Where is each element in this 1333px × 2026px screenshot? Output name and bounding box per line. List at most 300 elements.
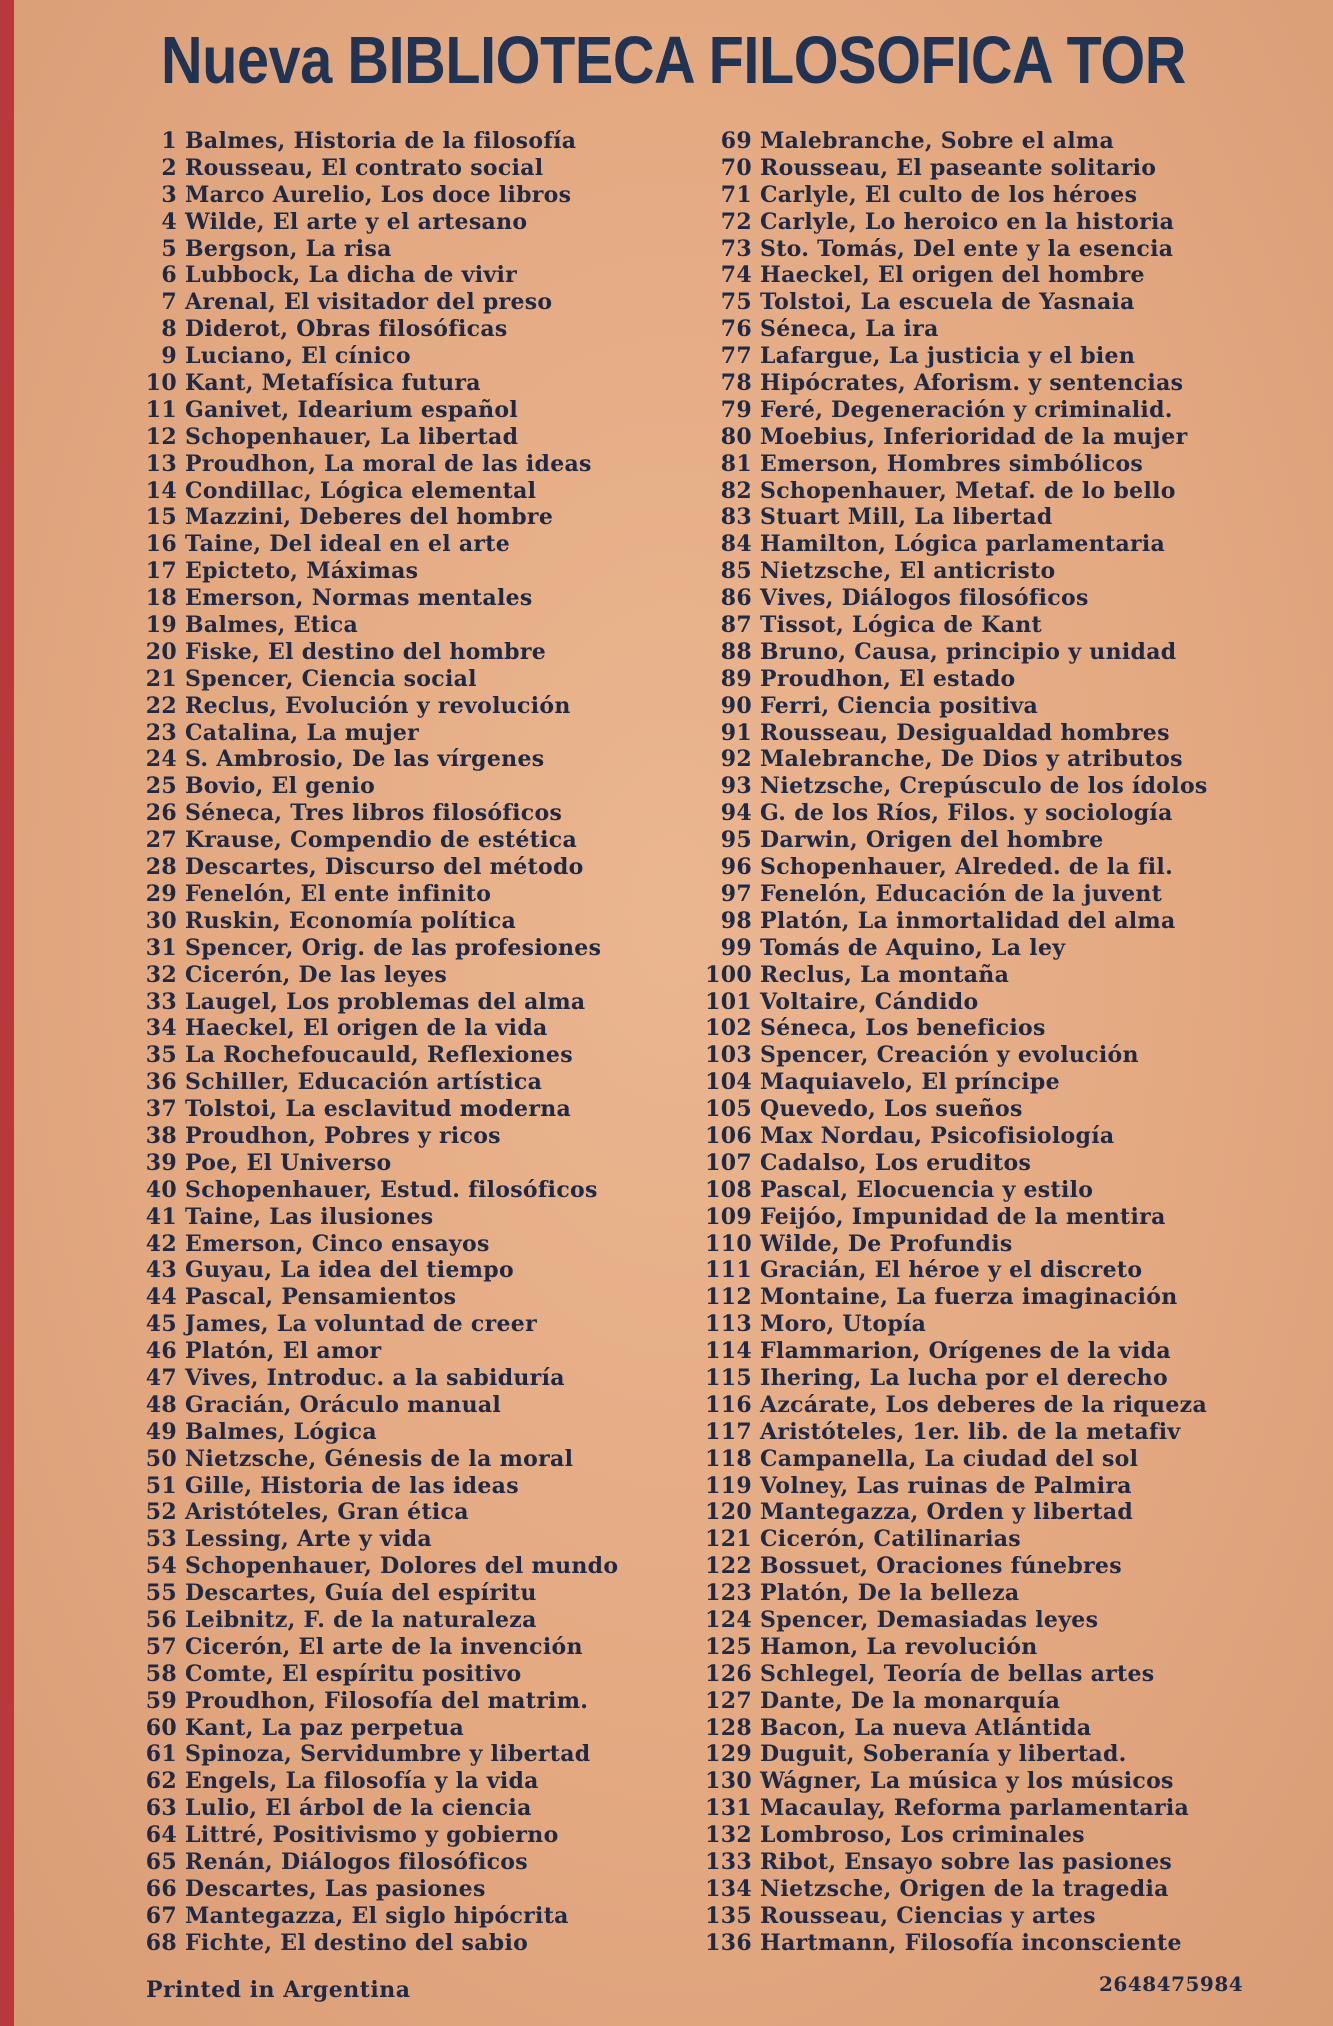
catalog-entry [702, 1930, 1247, 1957]
catalog-entry [139, 935, 669, 962]
entry-title: Leibnitz, F. de la naturaleza [185, 1606, 537, 1633]
catalog-entry [139, 1715, 669, 1742]
entry-title: James, La voluntad de creer [185, 1311, 538, 1338]
entry-title: Kant, Metafísica futura [185, 370, 481, 397]
catalog-entry [702, 1741, 1247, 1768]
page-title: Nueva BIBLIOTECA FILOSOFICA TOR [161, 23, 1186, 98]
entry-number: 5 [161, 235, 177, 262]
entry-title: Rousseau, El paseante solitario [760, 154, 1157, 181]
catalog-entry [702, 182, 1247, 209]
entry-title: Cicerón, El arte de la invención [185, 1633, 583, 1660]
entry-number: 123 [705, 1580, 752, 1607]
catalog-entry [702, 585, 1247, 612]
entry-number: 84 [720, 531, 752, 558]
entry-number: 25 [145, 773, 177, 800]
catalog-entry [702, 343, 1247, 370]
entry-number: 50 [145, 1445, 177, 1472]
entry-number: 35 [145, 1042, 177, 1069]
catalog-entry [139, 1930, 669, 1957]
catalog-entry [139, 1822, 669, 1849]
entry-title: Hamilton, Lógica parlamentaria [760, 531, 1166, 558]
entry-title: Balmes, Historia de la filosofía [185, 128, 577, 154]
entry-number: 23 [145, 719, 177, 746]
entry-number: 82 [720, 477, 752, 504]
catalog-entry [139, 1392, 669, 1419]
entry-number: 4 [161, 208, 177, 235]
entry-title: La Rochefoucauld, Reflexiones [185, 1042, 573, 1069]
printed-in-note: Printed in Argentina [146, 1977, 411, 2003]
catalog-entry [702, 1257, 1247, 1284]
entry-number: 29 [145, 880, 177, 907]
entry-title: Hamon, La revolución [760, 1633, 1038, 1660]
entry-title: Aristóteles, Gran ética [185, 1499, 469, 1526]
entry-title: Marco Aurelio, Los doce libros [185, 181, 572, 208]
entry-number: 88 [720, 638, 752, 665]
entry-title: Kant, La paz perpetua [185, 1714, 465, 1741]
entry-number: 36 [145, 1069, 177, 1096]
entry-title: Schlegel, Teoría de bellas artes [760, 1660, 1155, 1687]
catalog-entry [702, 639, 1247, 666]
entry-title: Platón, De la belleza [760, 1580, 1020, 1607]
catalog-entry [702, 800, 1247, 827]
entry-title: Darwin, Origen del hombre [760, 827, 1104, 854]
entry-title: Fenelón, El ente infinito [185, 880, 492, 907]
entry-number: 3 [161, 181, 177, 208]
entry-number: 47 [145, 1364, 177, 1391]
catalog-entry [139, 262, 669, 289]
entry-title: Wilde, El arte y el artesano [185, 208, 528, 235]
entry-number: 64 [145, 1822, 177, 1849]
catalog-entry [702, 1768, 1247, 1795]
catalog-entry [702, 424, 1247, 451]
entry-number: 118 [705, 1445, 752, 1472]
entry-number: 67 [145, 1902, 177, 1929]
entry-title: Cadalso, Los eruditos [760, 1149, 1032, 1176]
entry-number: 2 [161, 154, 177, 181]
entry-title: Feré, Degeneración y criminalid. [760, 396, 1173, 423]
entry-number: 17 [145, 558, 177, 585]
entry-title: Macaulay, Reforma parlamentaria [760, 1795, 1190, 1822]
entry-title: Balmes, Lógica [185, 1418, 377, 1445]
entry-title: Luciano, El cínico [185, 343, 411, 370]
catalog-entry [139, 1150, 669, 1177]
entry-title: Comte, El espíritu positivo [185, 1660, 522, 1687]
entry-title: Rousseau, Desigualdad hombres [760, 719, 1170, 746]
catalog-entry [702, 1284, 1247, 1311]
entry-number: 129 [705, 1741, 752, 1768]
catalog-entry [139, 531, 669, 558]
entry-title: Spinoza, Servidumbre y libertad [185, 1741, 591, 1768]
entry-number: 11 [145, 396, 177, 423]
entry-title: Sto. Tomás, Del ente y la esencia [760, 235, 1174, 262]
catalog-entry [702, 1150, 1247, 1177]
entry-title: Descartes, Guía del espíritu [185, 1580, 537, 1607]
catalog-entry [139, 1876, 669, 1903]
entry-title: Fichte, El destino del sabio [185, 1929, 529, 1956]
entry-title: Proudhon, Pobres y ricos [185, 1122, 501, 1149]
catalog-entry [139, 1257, 669, 1284]
entry-number: 113 [705, 1311, 752, 1338]
catalog-entry [702, 1607, 1247, 1634]
entry-number: 15 [145, 504, 177, 531]
catalog-entry [702, 666, 1247, 693]
entry-title: Emerson, Hombres simbólicos [760, 450, 1144, 477]
entry-number: 40 [145, 1176, 177, 1203]
entry-title: Spencer, Creación y evolución [760, 1042, 1139, 1069]
catalog-entry [139, 182, 669, 209]
catalog-entry [702, 1473, 1247, 1500]
entry-number: 37 [145, 1096, 177, 1123]
entry-title: Descartes, Discurso del método [185, 854, 584, 881]
entry-number: 100 [705, 961, 752, 988]
entry-number: 81 [720, 450, 752, 477]
entry-title: Emerson, Normas mentales [185, 585, 533, 612]
entry-number: 72 [720, 208, 752, 235]
catalog-entry [702, 397, 1247, 424]
catalog-entry [702, 558, 1247, 585]
catalog-entry [139, 1741, 669, 1768]
catalog-entry [702, 1096, 1247, 1123]
entry-number: 26 [145, 800, 177, 827]
entry-number: 89 [720, 665, 752, 692]
entry-title: Laugel, Los problemas del alma [185, 988, 586, 1015]
entry-title: Wilde, De Profundis [760, 1230, 1013, 1257]
catalog-entry [139, 1069, 669, 1096]
entry-title: Guyau, La idea del tiempo [185, 1257, 514, 1284]
catalog-entry [139, 1419, 669, 1446]
entry-title: Cicerón, De las leyes [185, 961, 448, 988]
catalog-entry [702, 504, 1247, 531]
entry-number: 125 [705, 1633, 752, 1660]
catalog-entry [702, 1634, 1247, 1661]
catalog-entry [139, 1768, 669, 1795]
entry-number: 69 [720, 128, 752, 154]
entry-title: Reclus, La montaña [760, 961, 1010, 988]
entry-number: 135 [705, 1902, 752, 1929]
entry-title: Séneca, Los beneficios [760, 1015, 1046, 1042]
catalog-entry [139, 908, 669, 935]
entry-number: 126 [705, 1660, 752, 1687]
entry-number: 14 [145, 477, 177, 504]
entry-title: Hipócrates, Aforism. y sentencias [760, 370, 1184, 397]
entry-number: 124 [705, 1606, 752, 1633]
catalog-entry [702, 854, 1247, 881]
entry-number: 93 [720, 773, 752, 800]
catalog-entry [139, 1284, 669, 1311]
catalog-entry [139, 1903, 669, 1930]
entry-title: Gracián, El héroe y el discreto [760, 1257, 1143, 1284]
entry-number: 49 [145, 1418, 177, 1445]
entry-number: 53 [145, 1526, 177, 1553]
catalog-entry [139, 1607, 669, 1634]
entry-title: Aristóteles, 1er. lib. de la metafiv [760, 1418, 1181, 1445]
entry-title: Bossuet, Oraciones fúnebres [760, 1553, 1122, 1580]
entry-number: 20 [145, 638, 177, 665]
entry-number: 80 [720, 423, 752, 450]
catalog-entry [139, 1580, 669, 1607]
catalog-entry [139, 1795, 669, 1822]
entry-number: 1 [161, 128, 177, 154]
entry-number: 110 [705, 1230, 752, 1257]
catalog-entry [139, 558, 669, 585]
catalog-entry [702, 1553, 1247, 1580]
entry-title: Littré, Positivismo y gobierno [185, 1822, 559, 1849]
entry-title: Vives, Diálogos filosóficos [760, 585, 1089, 612]
entry-number: 44 [145, 1284, 177, 1311]
entry-title: Rousseau, El contrato social [185, 154, 544, 181]
catalog-entry [139, 1526, 669, 1553]
entry-number: 24 [145, 746, 177, 773]
entry-title: Spencer, Ciencia social [185, 665, 477, 692]
entry-title: Emerson, Cinco ensayos [185, 1230, 490, 1257]
entry-title: Rousseau, Ciencias y artes [760, 1902, 1096, 1929]
entry-number: 22 [145, 692, 177, 719]
catalog-entry [702, 289, 1247, 316]
entry-title: Tolstoi, La escuela de Yasnaia [760, 289, 1135, 316]
entry-title: Moebius, Inferioridad de la mujer [760, 423, 1188, 450]
catalog-entry [702, 1015, 1247, 1042]
entry-number: 45 [145, 1311, 177, 1338]
entry-number: 16 [145, 531, 177, 558]
entry-title: Ferri, Ciencia positiva [760, 692, 1039, 719]
catalog-entry [139, 1338, 669, 1365]
catalog-entry [702, 1661, 1247, 1688]
entry-number: 51 [145, 1472, 177, 1499]
entry-number: 8 [161, 316, 177, 343]
catalog-entry [139, 451, 669, 478]
catalog-entry [139, 639, 669, 666]
catalog-entry [702, 531, 1247, 558]
catalog-entry [702, 1311, 1247, 1338]
catalog-entry [139, 424, 669, 451]
entry-title: Krause, Compendio de estética [185, 827, 578, 854]
catalog-entry [139, 478, 669, 505]
entry-number: 136 [705, 1929, 752, 1956]
catalog-entry [702, 1204, 1247, 1231]
catalog-entry [702, 1526, 1247, 1553]
entry-number: 31 [145, 934, 177, 961]
entry-number: 116 [705, 1391, 752, 1418]
entry-title: Ihering, La lucha por el derecho [760, 1364, 1168, 1391]
entry-title: Lessing, Arte y vida [185, 1526, 432, 1553]
catalog-entry [702, 881, 1247, 908]
catalog-entry [702, 155, 1247, 182]
entry-number: 133 [705, 1849, 752, 1875]
catalog-entry [139, 612, 669, 639]
catalog-entry [702, 370, 1247, 397]
catalog-entry [702, 1580, 1247, 1607]
entry-number: 132 [705, 1822, 752, 1849]
entry-title: Arenal, El visitador del preso [185, 289, 553, 316]
catalog-entry [139, 1688, 669, 1715]
entry-title: Lulio, El árbol de la ciencia [185, 1795, 532, 1822]
catalog-entry [139, 666, 669, 693]
catalog-entry [702, 1876, 1247, 1903]
entry-title: Condillac, Lógica elemental [185, 477, 537, 504]
entry-number: 54 [145, 1553, 177, 1580]
entry-title: Taine, Del ideal en el arte [185, 531, 511, 558]
catalog-entry [139, 1015, 669, 1042]
entry-number: 91 [720, 719, 752, 746]
entry-title: Epicteto, Máximas [185, 558, 419, 585]
entry-number: 97 [720, 880, 752, 907]
catalog-entry [702, 746, 1247, 773]
entry-number: 43 [145, 1257, 177, 1284]
catalog-entry [702, 262, 1247, 289]
entry-title: Engels, La filosofía y la vida [185, 1768, 539, 1795]
entry-title: Fiske, El destino del hombre [185, 638, 547, 665]
catalog-entry [139, 1473, 669, 1500]
catalog-entry [139, 155, 669, 182]
entry-title: Tomás de Aquino, La ley [760, 934, 1066, 961]
catalog-entry [702, 1795, 1247, 1822]
entry-title: Ribot, Ensayo sobre las pasiones [760, 1849, 1173, 1875]
entry-title: Vives, Introduc. a la sabiduría [185, 1364, 565, 1391]
entry-title: Tolstoi, La esclavitud moderna [185, 1096, 572, 1123]
catalog-entry [139, 370, 669, 397]
catalog-entry [702, 1123, 1247, 1150]
entry-title: Nietzsche, Origen de la tragedia [760, 1875, 1169, 1902]
entry-number: 68 [145, 1929, 177, 1956]
catalog-entry [702, 908, 1247, 935]
entry-number: 92 [720, 746, 752, 773]
entry-title: G. de los Ríos, Filos. y sociología [760, 800, 1173, 827]
catalog-entry [702, 451, 1247, 478]
entry-number: 32 [145, 961, 177, 988]
entry-number: 18 [145, 585, 177, 612]
entry-title: Montaine, La fuerza imaginación [760, 1284, 1178, 1311]
entry-number: 94 [720, 800, 752, 827]
catalog-entry [702, 1446, 1247, 1473]
entry-number: 121 [705, 1526, 752, 1553]
entry-number: 7 [161, 289, 177, 316]
catalog-entry [702, 989, 1247, 1016]
entry-title: Schiller, Educación artística [185, 1069, 543, 1096]
entry-number: 102 [705, 1015, 752, 1042]
catalog-column-left [139, 128, 669, 1957]
catalog-entry [139, 1042, 669, 1069]
entry-title: Gille, Historia de las ideas [185, 1472, 519, 1499]
entry-title: Nietzsche, Crepúsculo de los ídolos [760, 773, 1208, 800]
entry-number: 10 [145, 370, 177, 397]
entry-number: 74 [720, 262, 752, 289]
entry-number: 55 [145, 1580, 177, 1607]
catalog-entry [702, 1177, 1247, 1204]
entry-title: Carlyle, Lo heroico en la historia [760, 208, 1175, 235]
catalog-entry [702, 1499, 1247, 1526]
entry-number: 130 [705, 1768, 752, 1795]
entry-title: Bergson, La risa [185, 235, 392, 262]
entry-number: 86 [720, 585, 752, 612]
entry-title: Dante, De la monarquía [760, 1687, 1061, 1714]
entry-number: 119 [705, 1472, 752, 1499]
entry-title: Campanella, La ciudad del sol [760, 1445, 1139, 1472]
catalog-entry [139, 585, 669, 612]
entry-number: 77 [720, 343, 752, 370]
entry-number: 127 [705, 1687, 752, 1714]
entry-title: Schopenhauer, Metaf. de lo bello [760, 477, 1176, 504]
catalog-entry [702, 1903, 1247, 1930]
entry-title: Schopenhauer, Alreded. de la fil. [760, 854, 1174, 881]
entry-title: Nietzsche, El anticristo [760, 558, 1056, 585]
entry-title: Proudhon, El estado [760, 665, 1016, 692]
entry-number: 128 [705, 1714, 752, 1741]
catalog-entry [139, 827, 669, 854]
entry-title: Mantegazza, Orden y libertad [760, 1499, 1134, 1526]
entry-number: 79 [720, 396, 752, 423]
catalog-entry [702, 935, 1247, 962]
entry-number: 120 [705, 1499, 752, 1526]
entry-number: 59 [145, 1687, 177, 1714]
catalog-entry [702, 128, 1247, 155]
entry-title: Lafargue, La justicia y el bien [760, 343, 1136, 370]
entry-title: Schopenhauer, Dolores del mundo [185, 1553, 619, 1580]
entry-title: Séneca, La ira [760, 316, 939, 343]
catalog-entry [702, 1419, 1247, 1446]
entry-number: 63 [145, 1795, 177, 1822]
entry-title: Moro, Utopía [760, 1311, 927, 1338]
catalog-entry [702, 720, 1247, 747]
entry-number: 96 [720, 854, 752, 881]
entry-number: 34 [145, 1015, 177, 1042]
entry-title: Volney, Las ruinas de Palmira [760, 1472, 1132, 1499]
catalog-entry [702, 827, 1247, 854]
entry-number: 78 [720, 370, 752, 397]
entry-title: Voltaire, Cándido [760, 988, 979, 1015]
entry-title: Malebranche, Sobre el alma [760, 128, 1115, 154]
entry-number: 131 [705, 1795, 752, 1822]
entry-number: 98 [720, 907, 752, 934]
entry-title: Azcárate, Los deberes de la riqueza [760, 1391, 1207, 1418]
entry-title: S. Ambrosio, De las vírgenes [185, 746, 545, 773]
entry-title: Bovio, El genio [185, 773, 376, 800]
entry-number: 101 [705, 988, 752, 1015]
catalog-entry [702, 1231, 1247, 1258]
entry-title: Poe, El Universo [185, 1149, 392, 1176]
catalog-entry [139, 1231, 669, 1258]
entry-number: 21 [145, 665, 177, 692]
entry-title: Flammarion, Orígenes de la vida [760, 1338, 1171, 1365]
entry-number: 105 [705, 1096, 752, 1123]
entry-title: Pascal, Pensamientos [185, 1284, 457, 1311]
entry-title: Proudhon, Filosofía del matrim. [185, 1687, 589, 1714]
entry-title: Séneca, Tres libros filosóficos [185, 800, 563, 827]
entry-number: 85 [720, 558, 752, 585]
catalog-entry [139, 989, 669, 1016]
catalog-entry [139, 1634, 669, 1661]
entry-number: 70 [720, 154, 752, 181]
catalog-code: 2648475984 [1099, 1972, 1244, 1996]
entry-number: 12 [145, 423, 177, 450]
catalog-entry [139, 1204, 669, 1231]
catalog-entry [139, 1849, 669, 1876]
entry-number: 122 [705, 1553, 752, 1580]
entry-title: Reclus, Evolución y revolución [185, 692, 571, 719]
catalog-entry [139, 343, 669, 370]
catalog-column-right [702, 128, 1247, 1957]
catalog-entry [139, 720, 669, 747]
catalog-entry [139, 1499, 669, 1526]
entry-number: 66 [145, 1875, 177, 1902]
catalog-entry [139, 1123, 669, 1150]
entry-title: Ganivet, Idearium español [185, 396, 519, 423]
catalog-entry [139, 128, 669, 155]
catalog-entry [139, 397, 669, 424]
entry-number: 134 [705, 1875, 752, 1902]
entry-title: Feijóo, Impunidad de la mentira [760, 1203, 1166, 1230]
catalog-entry [139, 746, 669, 773]
catalog-entry [702, 1365, 1247, 1392]
